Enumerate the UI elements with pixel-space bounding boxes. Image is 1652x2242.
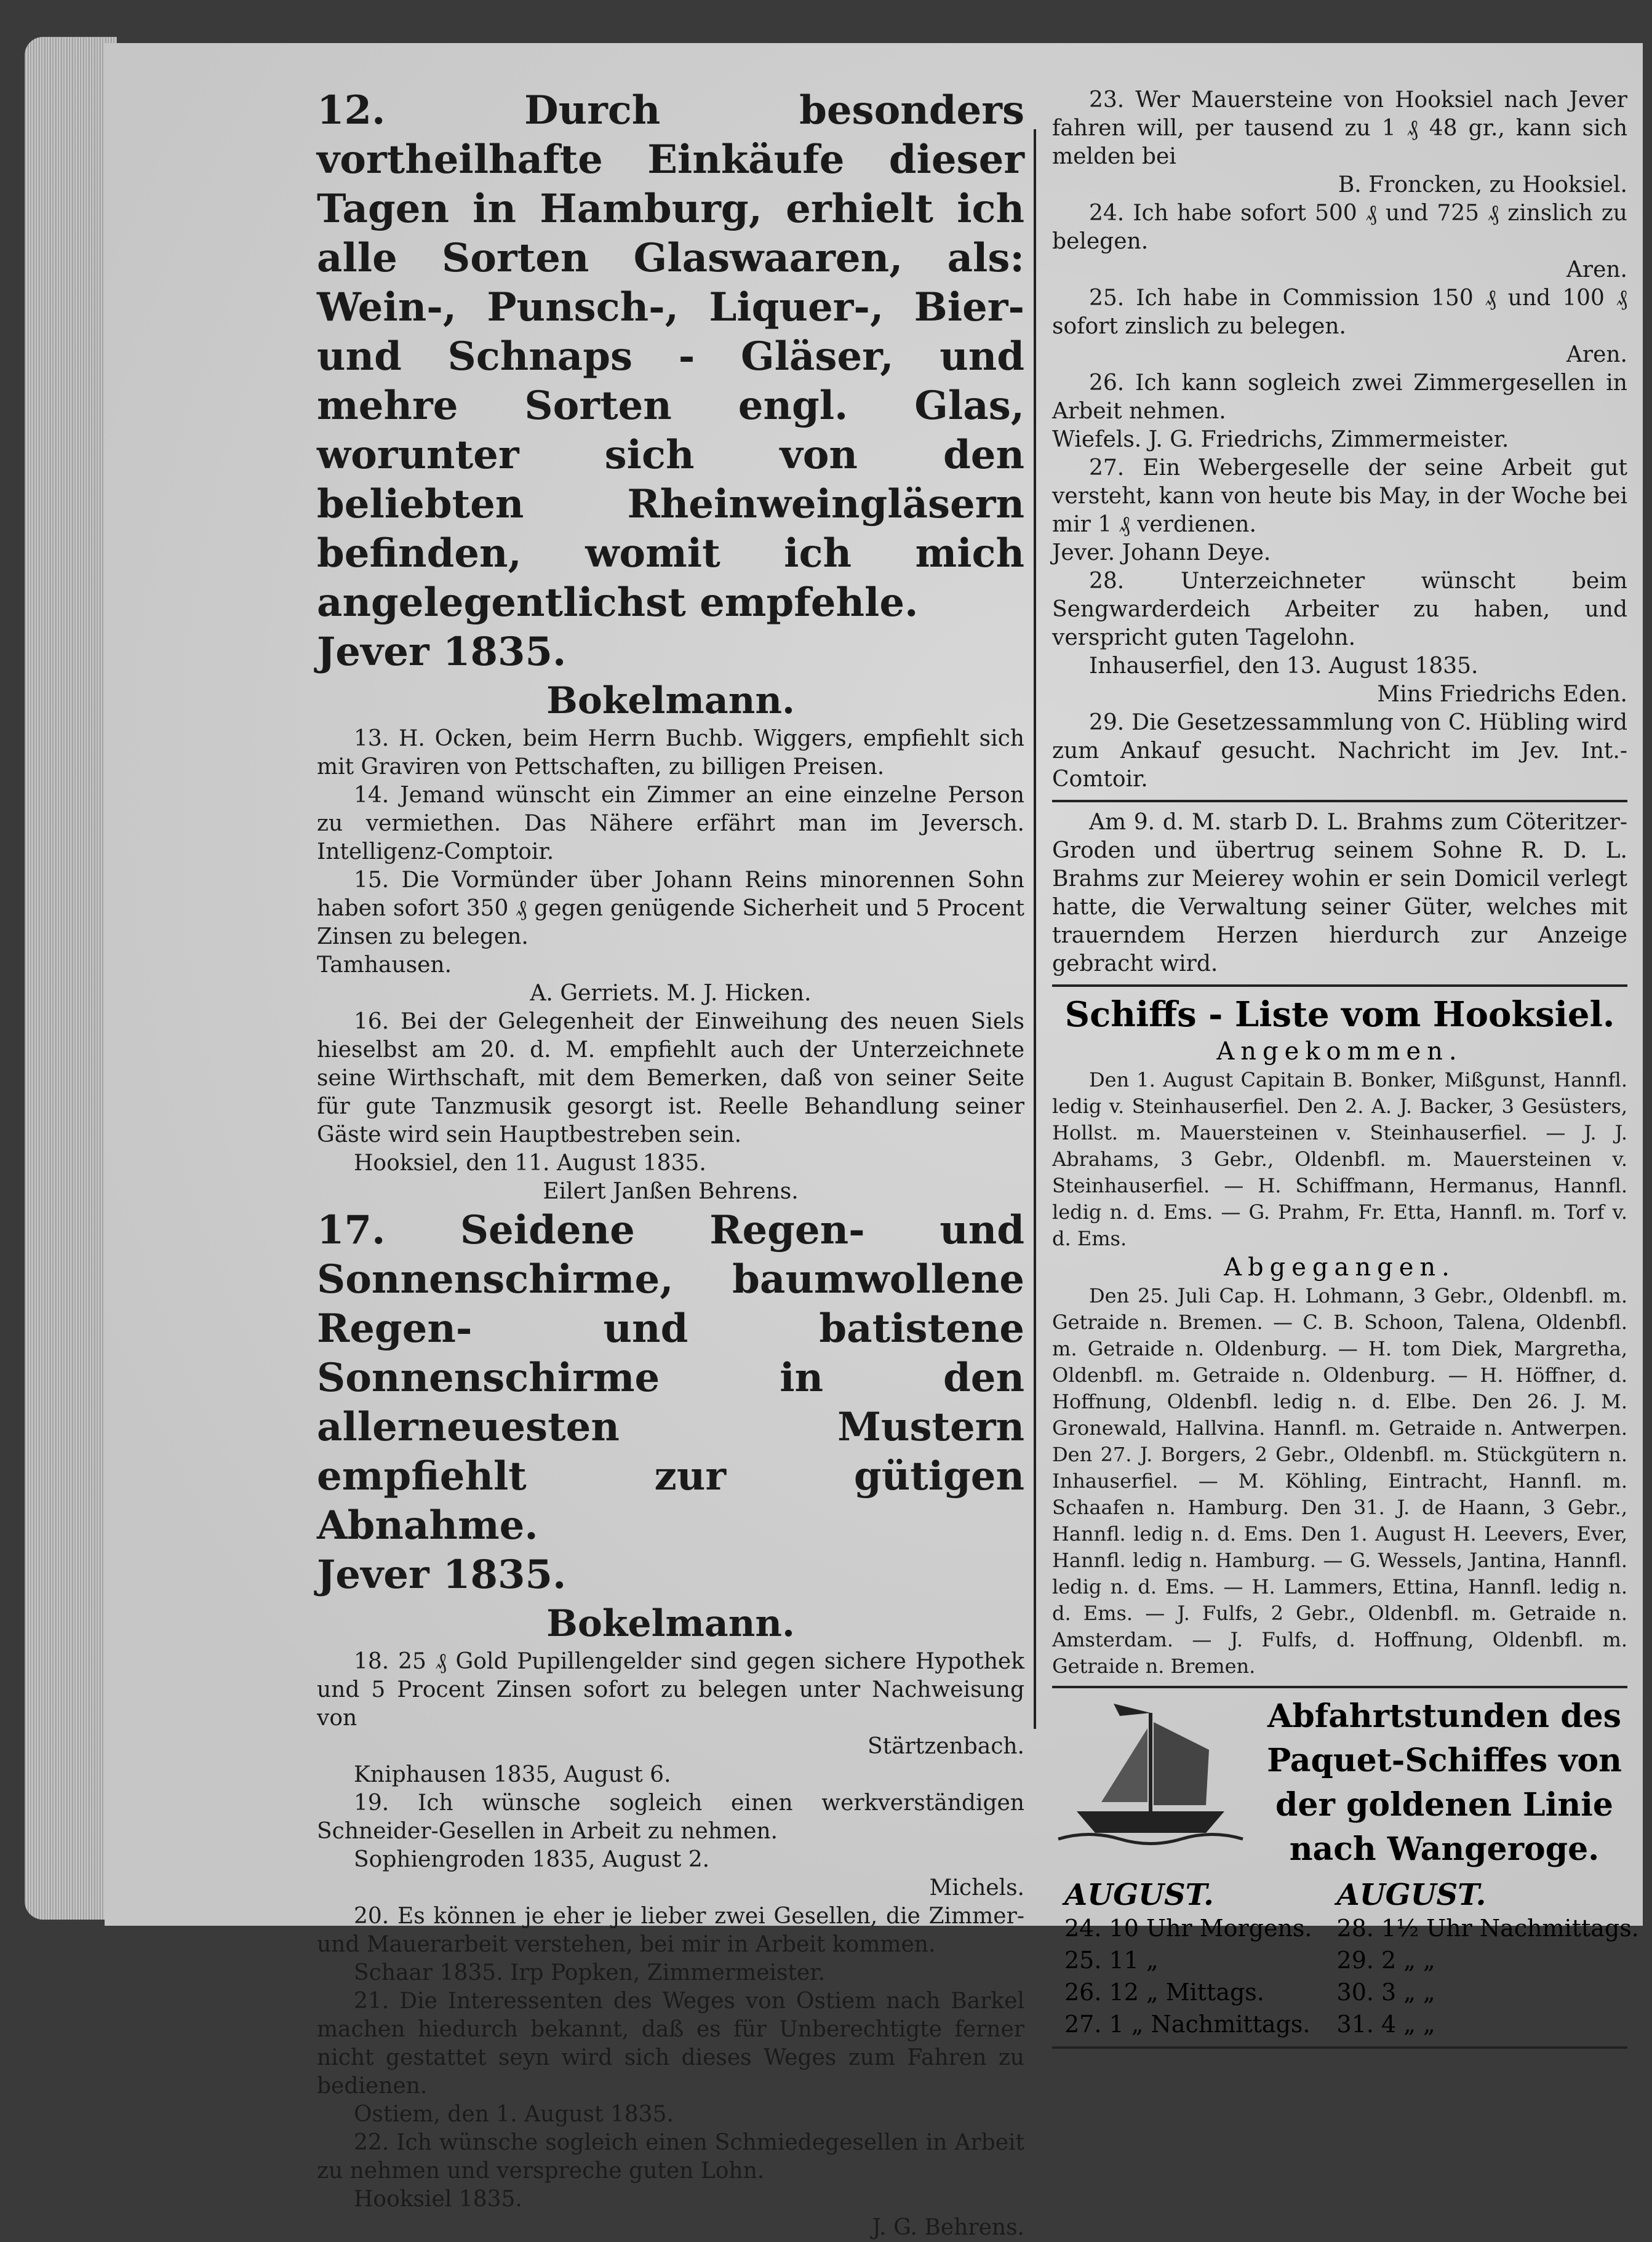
text-block: Sophiengroden 1835, August 2. (354, 1847, 710, 1872)
text-block: 19. Ich wünsche sogleich einen werkverständigen Schneider-Gesellen in Arbeit zu nehmen. (317, 1790, 1024, 1844)
text-block: 12. Durch besonders vortheilhafte Einkäufe dieser Tagen in Hamburg, erhielt ich alle Sorten Glaswaaren, als: Wein-, Punsch-, Liquer-, Bier- und Schnaps - Gläser, und mehre Sorten engl. Glas, worunter sich von den beliebten Rheinweingläsern befinden, womit ich mich angelegentlichst empfehle. (317, 87, 1024, 626)
column-divider (1034, 129, 1036, 1729)
text-block: 25. Ich habe in Commission 150 ₰ und 100 ₰ sofort zinslich zu belegen. (1052, 285, 1627, 339)
ship-icon (1052, 1694, 1249, 1854)
schedule-row: 31. 4 „ „ (1336, 2011, 1435, 2038)
arrived-list: Den 1. August Capitain B. Bonker, Mißgunst, Hannfl. ledig v. Steinhauserfiel. Den 2. A. J. Backer, 3 Gesüsters, Hollst. m. Mauersteinen v. Steinhauserfiel. — J. J. Abrahams, 3 Gebr., Oldenbfl. m. Mauersteinen v. Steinhauserfiel. — H. Schiffmann, Hermanus, Hannfl. ledig n. d. Ems. — G. Prahm, Fr. Etta, Hannfl. m. Torf v. d. Ems. (1052, 1068, 1627, 1250)
right-ads (1052, 86, 1627, 794)
text-block: Inhauserfiel, den 13. August 1835. (1089, 653, 1478, 679)
text-block: B. Froncken, zu Hooksiel. (1338, 172, 1627, 197)
text-block: 27. Ein Webergeselle der seine Arbeit gut versteht, kann von heute bis May, in der Woche bei mir 1 ₰ verdienen. (1052, 455, 1627, 537)
text-block: 23. Wer Mauersteine von Hooksiel nach Jever fahren will, per tausend zu 1 ₰ 48 gr., kann sich melden bei (1052, 87, 1627, 169)
text-block: 15. Die Vormünder über Johann Reins minorennen Sohn haben sofort 350 ₰ gegen genügende Sicherheit und 5 Procent Zinsen zu belegen. (317, 868, 1024, 949)
text-block: 24. Ich habe sofort 500 ₰ und 725 ₰ zinslich zu belegen. (1052, 201, 1627, 254)
text-block: Bokelmann. (546, 679, 795, 722)
schedule-row: 30. 3 „ „ (1336, 1979, 1435, 2006)
schedule-row: 29. 2 „ „ (1336, 1947, 1435, 1974)
text-block: 29. Die Gesetzessammlung von C. Hübling wird zum Ankauf gesucht. Nachricht im Jev. Int.-Comtoir. (1052, 710, 1627, 792)
text-block: Michels. (929, 1875, 1024, 1901)
schedule-right (1325, 1878, 1639, 2040)
rule (1052, 1686, 1627, 1688)
text-block: A. Gerriets. M. J. Hicken. (530, 981, 812, 1006)
text-block: J. G. Behrens. (872, 2215, 1024, 2240)
text-block: 17. Seidene Regen- und Sonnenschirme, baumwollene Regen- und batistene Sonnenschirme in den allerneuesten Mustern empfiehlt zur gütigen Abnahme. (317, 1207, 1024, 1549)
text-block: Hooksiel 1835. (354, 2187, 522, 2212)
text-block: Schaar 1835. Irp Popken, Zimmermeister. (354, 1960, 825, 1985)
schedule-row: 28. 1½ Uhr Nachmittags. (1336, 1915, 1639, 1942)
arrived-label: Angekommen. (1216, 1037, 1463, 1066)
schedule-row: 25. 11 „ (1064, 1947, 1159, 1974)
text-block: 22. Ich wünsche sogleich einen Schmiedegesellen in Arbeit zu nehmen und verspreche guten Lohn. (317, 2130, 1024, 2184)
rule (1052, 2046, 1627, 2049)
text-block: Bokelmann. (546, 1602, 795, 1645)
text-block: Hooksiel, den 11. August 1835. (354, 1151, 706, 1176)
text-block: Jever. Johann Deye. (1052, 540, 1271, 565)
rule (1052, 984, 1627, 987)
text-block: 26. Ich kann sogleich zwei Zimmergesellen in Arbeit nehmen. (1052, 370, 1627, 424)
text-block: 20. Es können je eher je lieber zwei Gesellen, die Zimmer- und Mauerarbeit verstehen, bei mir in Arbeit kommen. (317, 1904, 1024, 1957)
schedule (1052, 1878, 1639, 2040)
text-block: Mins Friedrichs Eden. (1377, 682, 1627, 707)
text-block: Aren. (1566, 257, 1627, 282)
text-block: Ostiem, den 1. August 1835. (354, 2102, 674, 2127)
text-block: 14. Jemand wünscht ein Zimmer an eine einzelne Person zu vermiethen. Das Nähere erfährt man im Jeversch. Intelligenz-Comptoir. (317, 783, 1024, 864)
book-page-stack (25, 37, 117, 1920)
text-block: Stärtzenbach. (867, 1734, 1024, 1759)
text-block: 18. 25 ₰ Gold Pupillengelder sind gegen sichere Hypothek und 5 Procent Zinsen sofort zu belegen unter Nachweisung von (317, 1649, 1024, 1731)
departed-list: Den 25. Juli Cap. H. Lohmann, 3 Gebr., Oldenbfl. m. Getraide n. Bremen. — C. B. Schoon, Talena, Oldenbfl. m. Getraide n. Oldenburg. — H. tom Diek, Margretha, Oldenbfl. m. Getraide n. Oldenburg. — H. Höffner, d. Hoffnung, Oldenbfl. ledig n. d. Elbe. Den 26. J. M. Gronewald, Hallvina. Hannfl. m. Getraide n. Antwerpen. Den 27. J. Borgers, 2 Gebr., Oldenbfl. m. Stückgütern n. Inhauserfiel. — M. Köhling, Eintracht, Hannfl. m. Schaafen n. Hamburg. Den 31. J. de Haann, 3 Gebr., Hannfl. ledig n. d. Ems. Den 1. August H. Leevers, Ever, Hannfl. ledig n. Hamburg. — G. Wessels, Jantina, Hannfl. ledig n. d. Ems. — H. Lammers, Ettina, Hannfl. ledig n. d. Ems. — J. Fulfs, 2 Gebr., Oldenbfl. m. Getraide n. Amsterdam. — J. Fulfs, d. Hoffnung, Oldenbfl. m. Getraide n. Bremen. (1052, 1284, 1627, 1678)
death-notice: Am 9. d. M. starb D. L. Brahms zum Cöteritzer-Groden und übertrug seinem Sohne R. D. L. Brahms zur Meierey wohin er sein Domicil verlegt hatte, die Verwaltung seiner Güter, welches mit trauerndem Herzen hierdurch zur Anzeige gebracht wird. (1052, 810, 1627, 976)
text-block: 28. Unterzeichneter wünscht beim Sengwarderdeich Arbeiter zu haben, und verspricht guten Tagelohn. (1052, 568, 1627, 650)
schedule-row: 26. 12 „ Mittags. (1064, 1979, 1264, 2006)
text-block: Tamhausen. (317, 952, 452, 978)
text-block: Jever 1835. (317, 1552, 567, 1598)
text-block: 21. Die Interessenten des Weges von Ostiem nach Barkel machen hiedurch bekannt, daß es für Unberechtigte ferner nicht gestattet seyn wird sich dieses Weges zum Fahren zu bedienen. (317, 1989, 1024, 2099)
ships-title: Schiffs - Liste vom Hooksiel. (1064, 994, 1615, 1035)
text-block: Kniphausen 1835, August 6. (354, 1762, 671, 1787)
text-block: 16. Bei der Gelegenheit der Einweihung des neuen Siels hieselbst am 20. d. M. empfiehlt auch der Unterzeichnete seine Wirthschaft, mit dem Bemerken, daß von seiner Seite für gute Tanzmusik gesorgt ist. Reelle Behandlung seiner Gäste wird sein Hauptbestreben sein. (317, 1009, 1024, 1147)
text-block: Eilert Janßen Behrens. (543, 1179, 799, 1204)
schedule-left (1052, 1878, 1312, 2040)
text-block: 13. H. Ocken, beim Herrn Buchb. Wiggers, empfiehlt sich mit Graviren von Pettschaften, zu billigen Preisen. (317, 726, 1024, 780)
text-block: Wiefels. J. G. Friedrichs, Zimmermeister. (1052, 427, 1509, 452)
schedule-month: AUGUST. (1336, 1878, 1486, 1912)
right-column (1052, 86, 1639, 2049)
text-block: Jever 1835. (317, 629, 567, 675)
schedule-row: 27. 1 „ Nachmittags. (1064, 2011, 1311, 2038)
paquet-header (1052, 1694, 1627, 1872)
left-column (317, 86, 1024, 2242)
paquet-title: Abfahrtstunden des Paquet-Schiffes von der goldenen Linie nach Wangeroge. (1267, 1697, 1622, 1868)
rule (1052, 800, 1627, 802)
schedule-row: 24. 10 Uhr Morgens. (1064, 1915, 1312, 1942)
schedule-month: AUGUST. (1064, 1878, 1214, 1912)
departed-label: Abgegangen. (1224, 1253, 1456, 1282)
text-block: Aren. (1566, 342, 1627, 367)
